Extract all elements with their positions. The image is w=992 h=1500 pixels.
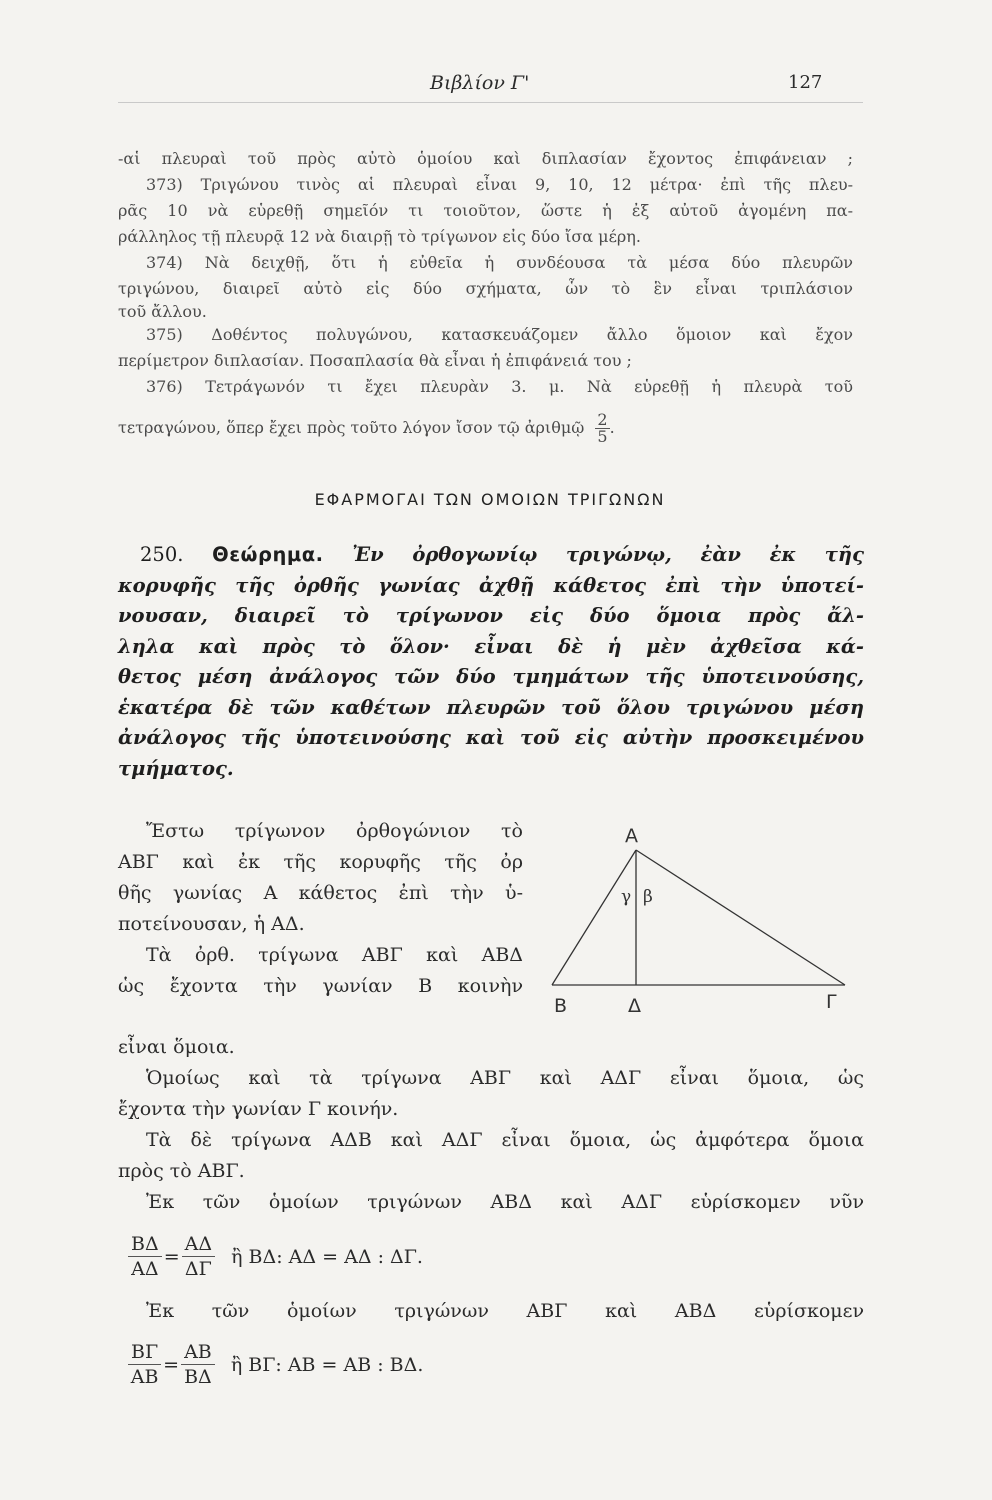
exercise-line: -αἱ πλευραὶ τοῦ πρὸς αὐτὸ ὁμοίου καὶ διπλασίαν ἔχοντος ἐπιφάνειαν ;: [118, 149, 853, 168]
fraction: [182, 1232, 215, 1281]
ratio-numerator: 2: [597, 410, 608, 429]
fraction-numerator: ΒΔ: [128, 1232, 162, 1257]
proof-full-block: [118, 1032, 864, 1218]
proof-line: Τὰ ὀρθ. τρίγωνα ΑΒΓ καὶ ΑΒΔ: [146, 944, 523, 966]
header-rule: [118, 102, 863, 103]
equals-sign: =: [163, 1245, 180, 1268]
fraction: [128, 1340, 161, 1389]
exercise-373-line: ράλληλος τῇ πλευρᾷ 12 νὰ διαιρῇ τὸ τρίγωνον εἰς δύο ἴσα μέρη.: [118, 227, 641, 246]
section-heading: ΕΦΑΡΜΟΓΑΙ ΤΩΝ ΟΜΟΙΩΝ ΤΡΙΓΩΝΩΝ: [314, 490, 666, 509]
vertex-label-b: Β: [554, 995, 568, 1015]
proportion-equation-1: [128, 1232, 423, 1281]
proof-line: Τὰ δὲ τρίγωνα ΑΔΒ καὶ ΑΔΓ εἶναι ὅμοια, ὡς ἀμφότερα ὅμοια: [146, 1129, 864, 1151]
proportion-text: ἢ ΒΓ: ΑΒ = ΑΒ : ΒΔ.: [230, 1353, 424, 1376]
theorem-line: ἑκατέρα δὲ τῶν καθέτων πλευρῶν τοῦ ὅλου τριγώνου μέση: [118, 695, 864, 719]
proof-line: εἶναι ὅμοια.: [118, 1036, 235, 1058]
ratio-period: .: [609, 418, 615, 437]
proof-narrow-block: [118, 816, 523, 1002]
proof-line: ΑΒΓ καὶ ἐκ τῆς κορυφῆς τῆς ὀρ: [118, 851, 523, 873]
theorem-line: θετος μέση ἀνάλογος τῶν δύο τμημάτων τῆς ὑποτεινούσης,: [118, 665, 864, 688]
theorem-line: τμήματος.: [118, 756, 234, 780]
theorem-label: Θεώρημα.: [212, 543, 324, 566]
exercise-374-line: τοῦ ἄλλου.: [118, 302, 207, 321]
fraction-denominator: ΔΓ: [184, 1258, 212, 1280]
exercise-373-line: 373) Τριγώνου τινὸς αἱ πλευραὶ εἶναι 9, 10, 12 μέτρα· ἐπὶ τῆς πλευ-: [146, 175, 853, 194]
exercise-375-line: περίμετρον διπλασίαν. Ποσαπλασία θὰ εἶναι ἡ ἐπιφάνειά του ;: [118, 351, 632, 370]
vertex-label-a: Α: [625, 825, 638, 847]
proof-line: ὡς ἔχοντα τὴν γωνίαν Β κοινὴν: [118, 975, 523, 997]
fraction: [181, 1340, 215, 1389]
right-triangle-figure: [540, 820, 860, 1015]
side-ab: [552, 850, 636, 985]
theorem-block: [118, 540, 864, 784]
vertex-label-d: Δ: [628, 995, 641, 1015]
fraction-numerator: ΑΒ: [181, 1340, 215, 1365]
fraction: [128, 1232, 162, 1281]
exercise-376-last-line: [118, 412, 853, 445]
exercise-373-line: ρᾶς 10 νὰ εὑρεθῇ σημεῖόν τι τοιοῦτον, ὥστε ἡ ἐξ αὐτοῦ ἀγομένη πα-: [118, 201, 853, 220]
exercise-374-line: 374) Νὰ δειχθῇ, ὅτι ἡ εὐθεῖα ἡ συνδέουσα τὰ μέσα δύο πλευρῶν: [146, 253, 853, 272]
running-header-title: Βιβλίον Γ': [430, 72, 530, 94]
theorem-number: 250.: [140, 543, 184, 566]
theorem-line: ἀνάλογος τῆς ὑποτεινούσης καὶ τοῦ εἰς αὐτὴν προσκειμένου: [118, 726, 864, 749]
theorem-line: ληλα καὶ πρὸς τὸ ὅλον· εἶναι δὲ ἡ μὲν ἀχθεῖσα κά-: [118, 634, 864, 658]
exercise-376-line: 376) Τετράγωνόν τι ἔχει πλευρὰν 3. μ. Νὰ εὑρεθῇ ἡ πλευρὰ τοῦ: [146, 377, 853, 396]
fraction-numerator: ΑΔ: [182, 1232, 215, 1257]
page-number: 127: [788, 72, 823, 93]
exercise-375-line: 375) Δοθέντος πολυγώνου, κατασκευάζομεν ἄλλο ὅμοιον καὶ ἔχον: [146, 325, 853, 344]
side-ag: [636, 850, 845, 985]
proof-mid-line-block: [118, 1296, 864, 1327]
proof-line: θῆς γωνίας Α κάθετος ἐπὶ τὴν ὑ-: [118, 882, 523, 904]
theorem-line: νουσαν, διαιρεῖ τὸ τρίγωνον εἰς δύο ὅμοια πρὸς ἄλ-: [118, 604, 864, 627]
fraction-denominator: ΑΒ: [130, 1366, 159, 1388]
theorem-line: κορυφῆς τῆς ὀρθῆς γωνίας ἀχθῇ κάθετος ἐπὶ τὴν ὑποτεί-: [118, 573, 864, 597]
ratio-denominator: 5: [597, 427, 608, 446]
proof-line: πρὸς τὸ ΑΒΓ.: [118, 1160, 245, 1182]
theorem-line: Ἐν ὀρθογωνίῳ τριγώνῳ, ἐὰν ἐκ τῆς: [352, 543, 864, 566]
proof-line: ἔχοντα τὴν γωνίαν Γ κοινήν.: [118, 1098, 399, 1120]
proportion-equation-2: [128, 1340, 423, 1389]
fraction-denominator: ΑΔ: [131, 1258, 159, 1280]
angle-label-beta: β: [643, 887, 653, 907]
exercise-374-line: τριγώνου, διαιρεῖ αὐτὸ εἰς δύο σχήματα, ὧν τὸ ἓν εἶναι τριπλάσιον: [118, 279, 853, 298]
vertex-label-g: Γ: [826, 991, 837, 1013]
proof-line: Ἐκ τῶν ὁμοίων τριγώνων ΑΒΔ καὶ ΑΔΓ εὑρίσκομεν νῦν: [146, 1191, 864, 1213]
proof-line: Ἐκ τῶν ὁμοίων τριγώνων ΑΒΓ καὶ ΑΒΔ εὑρίσκομεν: [146, 1300, 864, 1322]
proof-line: ποτείνουσαν, ἡ ΑΔ.: [118, 913, 305, 935]
angle-label-gamma: γ: [621, 887, 632, 907]
exercise-376-text: τετραγώνου, ὅπερ ἔχει πρὸς τοῦτο λόγον ἴσον τῷ ἀριθμῷ: [118, 418, 585, 437]
proof-line: Ὁμοίως καὶ τὰ τρίγωνα ΑΒΓ καὶ ΑΔΓ εἶναι ὅμοια, ὡς: [146, 1067, 864, 1089]
fraction-denominator: ΒΔ: [184, 1366, 212, 1388]
proportion-text: ἢ ΒΔ: ΑΔ = ΑΔ : ΔΓ.: [231, 1245, 423, 1268]
fraction-numerator: ΒΓ: [128, 1340, 161, 1365]
proof-line: Ἔστω τρίγωνον ὀρθογώνιον τὸ: [146, 820, 523, 842]
exercises-block: [118, 146, 853, 400]
equals-sign: =: [163, 1353, 180, 1376]
ratio-fraction: [595, 412, 609, 445]
